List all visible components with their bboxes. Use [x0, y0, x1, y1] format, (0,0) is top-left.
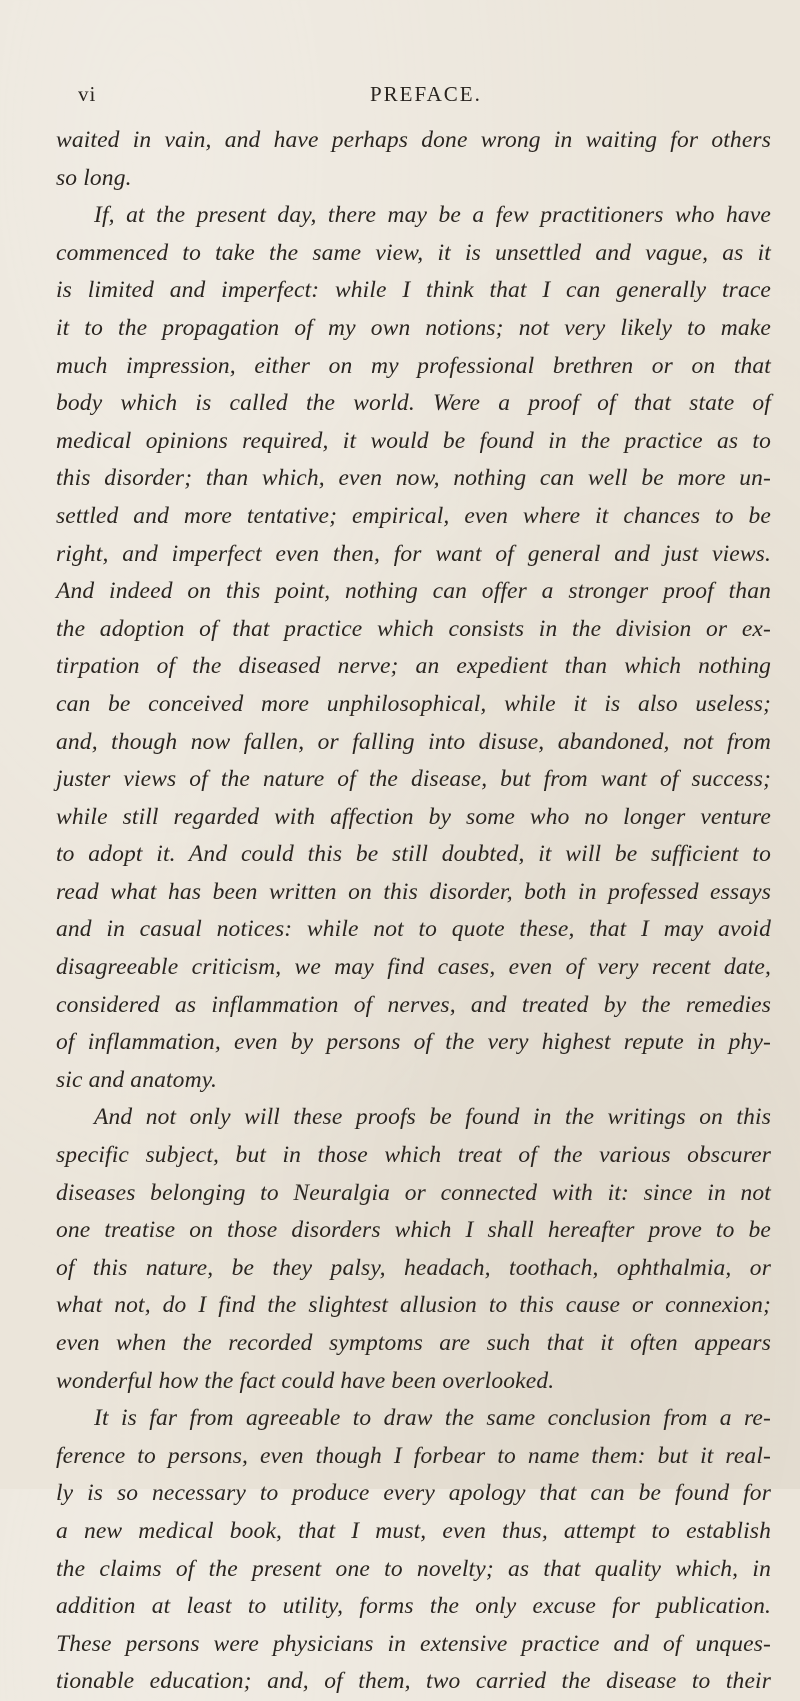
text-line: disagreeable criticism, we may find cases, even of very recent date, — [56, 954, 771, 981]
text-line: waited in vain, and have perhaps done wrong in waiting for others — [56, 127, 771, 153]
paragraph-start-line: If, at the present day, there may be a few practitioners who have — [94, 202, 771, 229]
text-line: and, though now fallen, or falling into disuse, abandoned, not from — [56, 728, 771, 755]
text-line: the claims of the present one to novelty; as that quality which, in — [56, 1555, 771, 1582]
text-line: it to the propagation of my own notions; not very likely to make — [56, 314, 771, 341]
text-line: of inflammation, even by persons of the very highest repute in phy- — [56, 1029, 771, 1056]
text-line: one treatise on those disorders which I shall hereafter prove to be — [56, 1217, 771, 1244]
body-text — [56, 122, 771, 1701]
text-line: even when the recorded symptoms are such that it often appears — [56, 1330, 771, 1356]
text-line: the adoption of that practice which consists in the division or ex- — [56, 615, 771, 642]
paragraph-start-line: It is far from agreeable to draw the same conclusion from a re- — [94, 1405, 771, 1432]
text-line: medical opinions required, it would be found in the practice as to — [56, 427, 771, 454]
text-line: what not, do I find the slightest allusion to this cause or connexion; — [56, 1292, 771, 1319]
text-line: juster views of the nature of the disease, but from want of success; — [56, 766, 771, 793]
page-number: vi — [78, 82, 97, 106]
text-line: much impression, either on my professional brethren or on that — [56, 352, 771, 379]
text-line: can be conceived more unphilosophical, while it is also useless; — [56, 690, 771, 717]
text-line: right, and imperfect even then, for want of general and just views. — [56, 540, 771, 567]
text-line: of this nature, be they palsy, headach, toothach, ophthalmia, or — [56, 1254, 771, 1281]
text-line: wonderful how the fact could have been overlooked. — [56, 1367, 555, 1394]
text-line: settled and more tentative; empirical, even where it chances to be — [56, 502, 771, 529]
text-line: while still regarded with affection by some who no longer venture — [56, 803, 771, 830]
text-line: These persons were physicians in extensive practice and of unques- — [56, 1630, 771, 1657]
paragraph-start-line: And not only will these proofs be found in the writings on this — [94, 1104, 771, 1131]
text-line: so long. — [56, 164, 132, 191]
running-title: PREFACE. — [370, 82, 482, 106]
text-line: to adopt it. And could this be still doubted, it will be sufficient to — [56, 841, 771, 868]
text-line: addition at least to utility, forms the only excuse for publication. — [56, 1593, 771, 1620]
text-line: commenced to take the same view, it is unsettled and vague, as it — [56, 239, 771, 266]
text-line: ly is so necessary to produce every apology that can be found for — [56, 1480, 771, 1507]
text-line: considered as inflammation of nerves, and treated by the remedies — [56, 991, 771, 1018]
text-line: specific subject, but in those which treat of the various obscurer — [56, 1142, 771, 1169]
text-line: sic and anatomy. — [56, 1066, 218, 1093]
text-line: body which is called the world. Were a proof of that state of — [56, 390, 771, 417]
text-line: a new medical book, that I must, even thus, attempt to establish — [56, 1517, 771, 1544]
text-line: diseases belonging to Neuralgia or connected with it: since in not — [56, 1179, 771, 1206]
text-line: ference to persons, even though I forbear to name them: but it real- — [56, 1442, 771, 1469]
text-line: read what has been written on this disorder, both in professed essays — [56, 878, 771, 905]
text-line: And indeed on this point, nothing can offer a stronger proof than — [56, 578, 771, 605]
text-line: tionable education; and, of them, two carried the disease to their — [56, 1668, 771, 1695]
text-line: this disorder; than which, even now, nothing can well be more un- — [56, 465, 771, 492]
text-line: tirpation of the diseased nerve; an expedient than which nothing — [56, 653, 771, 680]
text-line: is limited and imperfect: while I think that I can generally trace — [56, 277, 771, 304]
text-line: and in casual notices: while not to quote these, that I may avoid — [56, 916, 771, 943]
running-head — [78, 82, 738, 112]
